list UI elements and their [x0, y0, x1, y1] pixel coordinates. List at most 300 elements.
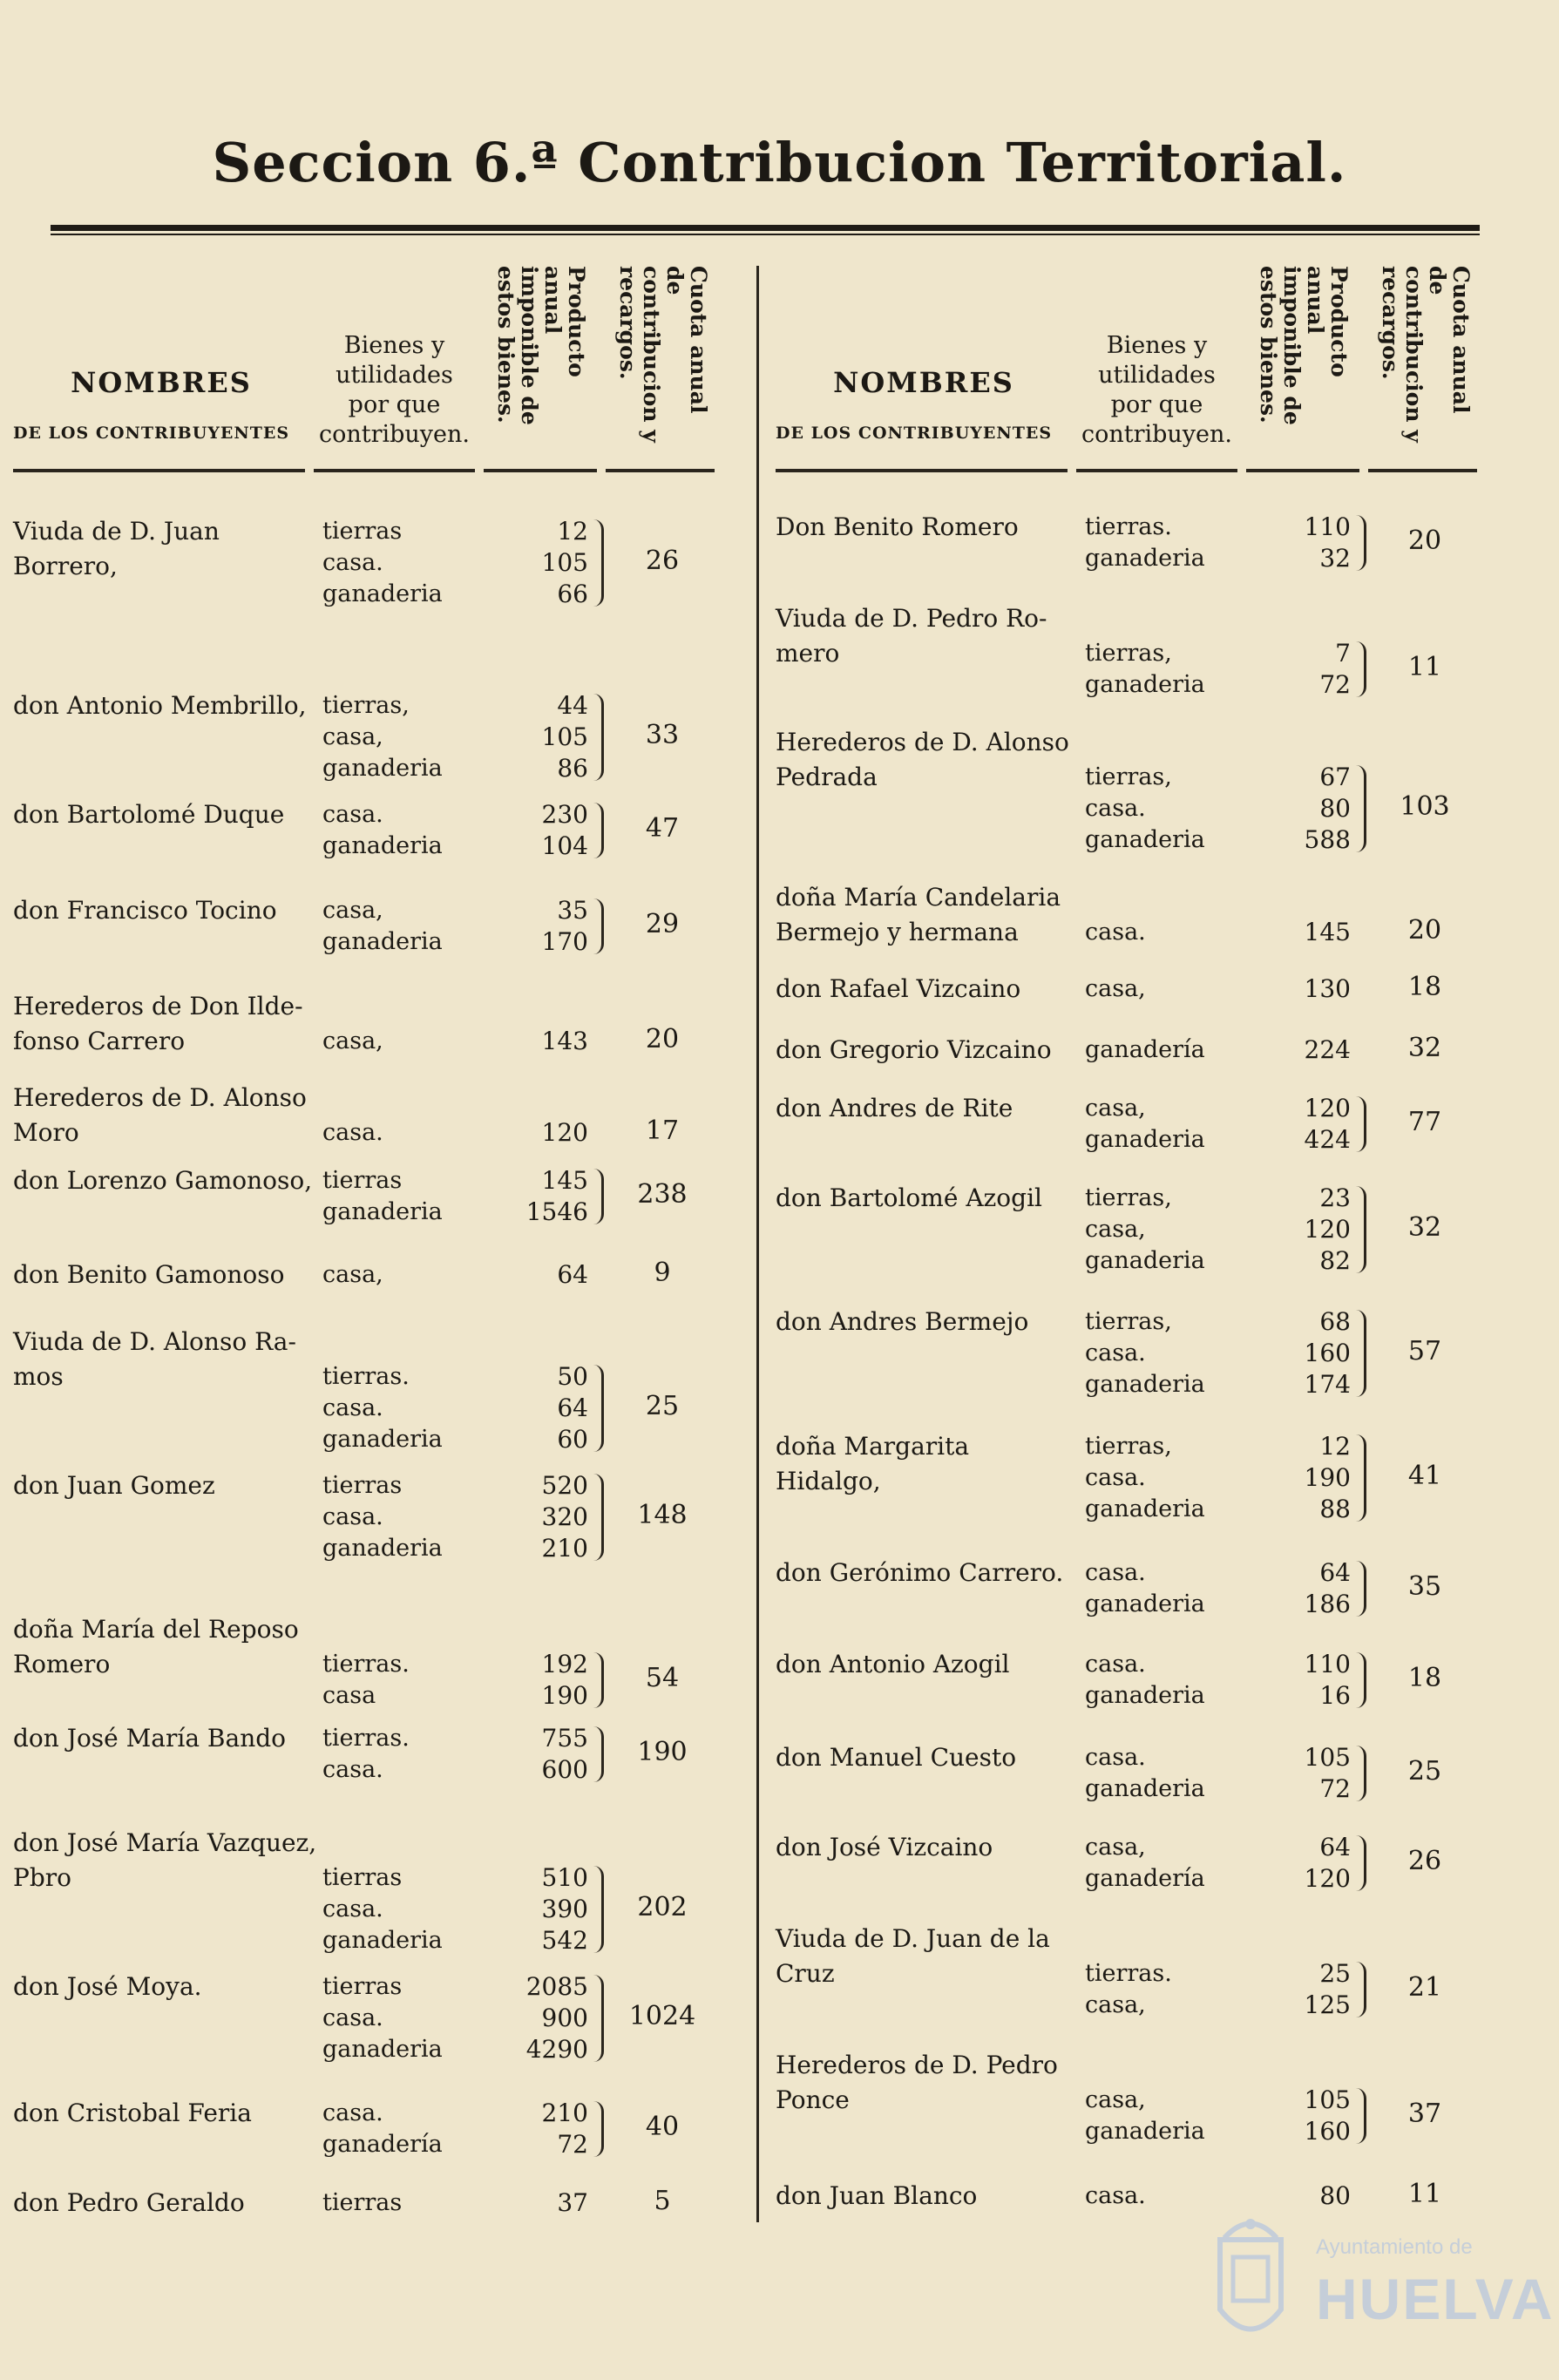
goods-item: ganaderia — [322, 755, 443, 782]
product-value: 210 — [541, 2099, 588, 2127]
grouping-brace — [593, 803, 604, 858]
product-value: 755 — [541, 1724, 588, 1753]
quota-value: 26 — [1407, 1846, 1442, 1876]
goods-list — [322, 1259, 497, 1291]
goods-item: casa. — [1085, 795, 1146, 822]
goods-item: tierras, — [1085, 1308, 1172, 1335]
contributor-name-line: Pedrada — [776, 763, 878, 791]
product-value: 16 — [1319, 1681, 1351, 1710]
product-value: 64 — [557, 1260, 588, 1289]
grouping-brace — [593, 1652, 604, 1708]
goods-item: casa. — [1085, 1651, 1146, 1678]
goods-item: tierras. — [322, 1651, 410, 1678]
product-value: 120 — [541, 1118, 588, 1147]
product-value: 23 — [1319, 1183, 1351, 1212]
contributor-name-line: Viuda de D. Juan de la — [776, 1924, 1050, 1953]
contributor-name-line: Ponce — [776, 2085, 850, 2114]
contributor-name-line: don José María Bando — [13, 1724, 287, 1753]
product-value: 105 — [541, 722, 588, 751]
contributor-name-line: don Lorenzo Gamonoso, — [13, 1166, 313, 1195]
grouping-brace — [593, 519, 604, 607]
product-value: 600 — [541, 1755, 588, 1784]
contributor-name-line: Herederos de D. Alonso — [13, 1083, 307, 1112]
contributor-name — [776, 1033, 1081, 1068]
goods-item: ganaderia — [322, 928, 443, 955]
quota-value: 25 — [645, 1391, 680, 1421]
contributor-name-line: Herederos de Don Ilde- — [13, 992, 303, 1020]
goods-item: ganadería — [1085, 1865, 1205, 1892]
contributor-name-line: don Bartolomé Azogil — [776, 1183, 1042, 1212]
contributor-name — [776, 880, 1081, 950]
grouping-brace — [593, 1975, 604, 2062]
contributor-name — [13, 1970, 318, 2004]
contributor-name-line: don Gregorio Vizcaino — [776, 1035, 1052, 1064]
coat-of-arms-icon — [1203, 2205, 1298, 2353]
grouping-brace — [1355, 1434, 1366, 1522]
product-value: 174 — [1304, 1370, 1351, 1399]
goods-item: casa, — [322, 1261, 383, 1288]
goods-list — [1085, 1431, 1259, 1525]
quota-value: 20 — [1407, 525, 1442, 556]
grouping-brace — [593, 898, 604, 954]
page-title: Seccion 6.ª Contribucion Territorial. — [212, 131, 1347, 194]
goods-list — [1085, 1034, 1259, 1066]
goods-item: casa, — [1085, 1216, 1146, 1243]
goods-item: casa, — [322, 723, 383, 750]
quota-value: 35 — [1407, 1571, 1442, 1602]
contributor-name-line: doña Margarita Hidalgo, — [776, 1432, 970, 1495]
header-rule — [776, 469, 1068, 472]
contributor-name — [13, 2186, 318, 2221]
goods-list — [322, 2187, 497, 2219]
goods-item: tierras, — [1085, 1433, 1172, 1460]
product-value: 12 — [557, 517, 588, 546]
goods-list — [322, 1649, 497, 1712]
goods-item: casa. — [322, 1503, 383, 1530]
grouping-brace — [593, 2101, 604, 2157]
product-value: 86 — [557, 754, 588, 783]
grouping-brace — [1355, 515, 1366, 571]
product-value: 72 — [1319, 670, 1351, 699]
product-header: Producto anual imponible de estos bienes. — [493, 266, 589, 425]
contributor-name — [13, 1721, 318, 1756]
contributor-name-line: don Antonio Membrillo, — [13, 691, 307, 720]
goods-item: ganaderia — [1085, 1126, 1205, 1153]
product-header: Producto anual imponible de estos bienes. — [1256, 266, 1352, 425]
contributor-name-line: don José María Vazquez, — [13, 1828, 317, 1857]
goods-item: tierras, — [1085, 640, 1172, 667]
goods-item: casa — [322, 1682, 376, 1709]
goods-item: casa, — [1085, 1991, 1146, 2018]
product-value: 105 — [541, 548, 588, 577]
huelva-watermark — [1203, 2200, 1555, 2375]
contributor-name-line: doña María Candelaria — [776, 883, 1061, 912]
goods-item: casa, — [1085, 1095, 1146, 1122]
goods-item: tierras. — [1085, 1960, 1172, 1987]
quota-value: 57 — [1407, 1336, 1442, 1366]
product-values — [1255, 1742, 1351, 1805]
contributor-name-line: Viuda de D. Pedro Ro- — [776, 604, 1047, 633]
quota-value: 37 — [1407, 2099, 1442, 2129]
contributor-name-line: Cruz — [776, 1959, 835, 1988]
product-value: 210 — [541, 1534, 588, 1563]
quota-value: 18 — [1407, 972, 1442, 1002]
goods-item: ganaderia — [1085, 2118, 1205, 2145]
contributor-name-line: don Gerónimo Carrero. — [776, 1558, 1064, 1587]
product-values — [1255, 1431, 1351, 1525]
contributor-name — [776, 1556, 1081, 1590]
product-value: 64 — [1319, 1833, 1351, 1861]
product-value: 588 — [1304, 825, 1351, 854]
left-table-header — [13, 235, 715, 471]
product-value: 4290 — [525, 2035, 588, 2064]
names-header-subtitle: DE LOS CONTRIBUYENTES — [776, 424, 1053, 443]
quota-value: 54 — [645, 1663, 680, 1693]
goods-item: tierras — [322, 2189, 403, 2216]
contributor-name — [776, 510, 1081, 545]
contributor-name-line: don Antonio Azogil — [776, 1650, 1010, 1678]
contributor-name — [776, 1181, 1081, 1216]
product-value: 110 — [1304, 512, 1351, 541]
quota-value: 25 — [1407, 1756, 1442, 1787]
product-values — [492, 516, 588, 610]
product-value: 390 — [541, 1895, 588, 1923]
product-value: 192 — [541, 1650, 588, 1678]
product-value: 542 — [541, 1926, 588, 1955]
goods-list — [1085, 973, 1259, 1005]
goods-list — [1085, 638, 1259, 701]
product-value: 120 — [1304, 1215, 1351, 1244]
goods-item: tierras — [322, 1864, 403, 1891]
product-values — [1255, 973, 1351, 1005]
goods-item: casa. — [322, 2004, 383, 2031]
contributor-name-line: don Andres de Rite — [776, 1094, 1013, 1122]
goods-item: ganaderia — [1085, 545, 1205, 572]
product-value: 510 — [541, 1863, 588, 1892]
product-value: 1546 — [525, 1197, 588, 1226]
quota-value: 11 — [1407, 2179, 1442, 2209]
goods-list — [322, 690, 497, 784]
goods-header: Bienes y utilidades por que contribuyen. — [318, 332, 471, 448]
grouping-brace — [593, 1726, 604, 1782]
product-values — [492, 2187, 588, 2219]
contributor-name — [776, 2179, 1081, 2214]
goods-item: ganaderia — [322, 1535, 443, 1562]
grouping-brace — [593, 1365, 604, 1452]
contributor-name — [776, 1429, 1081, 1499]
contributor-name — [776, 1305, 1081, 1339]
names-header-title: NOMBRES — [71, 366, 252, 399]
quota-value: 32 — [1407, 1033, 1442, 1063]
goods-list — [322, 1862, 497, 1956]
contributor-name-line: don Pedro Geraldo — [13, 2188, 245, 2217]
contributor-name-line: Pbro — [13, 1863, 72, 1892]
contributor-name-line: don Benito Gamonoso — [13, 1260, 285, 1289]
product-value: 520 — [541, 1471, 588, 1500]
grouping-brace — [1355, 1561, 1366, 1617]
product-value: 44 — [557, 691, 588, 720]
contributor-name — [13, 989, 318, 1059]
product-values — [1255, 2085, 1351, 2147]
contributor-name — [13, 893, 318, 928]
product-values — [492, 895, 588, 958]
product-values — [1255, 1034, 1351, 1066]
goods-list — [322, 1361, 497, 1455]
contributor-name-line: don Cristobal Feria — [13, 2099, 252, 2127]
column-divider — [756, 266, 759, 2222]
goods-item: ganaderia — [322, 1198, 443, 1225]
product-values — [492, 1862, 588, 1956]
product-values — [1255, 512, 1351, 574]
product-values — [1255, 1649, 1351, 1712]
product-values — [492, 2098, 588, 2160]
contributor-name-line: Herederos de D. Alonso — [776, 728, 1069, 756]
grouping-brace — [1355, 1652, 1366, 1708]
contributor-name — [776, 725, 1081, 795]
goods-item: ganaderia — [322, 2036, 443, 2063]
goods-item: casa, — [1085, 2086, 1146, 2113]
product-value: 186 — [1304, 1590, 1351, 1618]
product-value: 64 — [1319, 1558, 1351, 1587]
goods-item: casa, — [322, 1027, 383, 1054]
contributor-name — [776, 1830, 1081, 1865]
goods-item: ganaderia — [322, 1927, 443, 1954]
product-value: 25 — [1319, 1959, 1351, 1988]
contributor-name — [13, 1826, 318, 1895]
quota-value: 238 — [637, 1179, 688, 1210]
contributor-name — [13, 514, 318, 584]
product-value: 145 — [1304, 918, 1351, 946]
goods-item: casa, — [1085, 1834, 1146, 1861]
contributor-name-line: don Manuel Cuesto — [776, 1743, 1017, 1772]
quota-value: 20 — [645, 1024, 680, 1054]
product-value: 80 — [1319, 2181, 1351, 2210]
quota-value: 32 — [1407, 1212, 1442, 1243]
product-value: 80 — [1319, 794, 1351, 823]
contributor-name-line: don Juan Gomez — [13, 1471, 215, 1500]
product-value: 170 — [541, 927, 588, 956]
goods-item: tierras — [322, 518, 403, 545]
product-values — [492, 1649, 588, 1712]
product-values — [1255, 638, 1351, 701]
product-values — [1255, 917, 1351, 948]
product-values — [492, 690, 588, 784]
contributor-name — [13, 1468, 318, 1503]
contributor-name-line: mos — [13, 1362, 64, 1391]
contributor-name — [776, 1647, 1081, 1682]
contributor-name — [13, 1163, 318, 1198]
contributor-name — [13, 688, 318, 723]
quota-value: 26 — [645, 546, 680, 576]
product-values — [1255, 762, 1351, 856]
product-value: 2085 — [525, 1972, 588, 2001]
contributor-name — [13, 1325, 318, 1394]
header-rule — [13, 469, 305, 472]
goods-item: ganaderia — [322, 832, 443, 859]
goods-item: ganaderia — [1085, 1590, 1205, 1617]
goods-item: ganaderia — [1085, 1371, 1205, 1398]
goods-item: casa. — [322, 1756, 383, 1783]
product-value: 60 — [557, 1425, 588, 1454]
product-value: 35 — [557, 896, 588, 925]
product-value: 72 — [557, 2130, 588, 2159]
goods-item: casa. — [1085, 2182, 1146, 2209]
contributor-name-line: don Andres Bermejo — [776, 1307, 1029, 1336]
quota-value: 11 — [1407, 652, 1442, 682]
contributor-name — [776, 972, 1081, 1007]
contributor-name — [13, 797, 318, 832]
goods-list — [322, 1165, 497, 1228]
goods-item: casa. — [322, 549, 383, 576]
product-value: 72 — [1319, 1774, 1351, 1803]
contributor-name — [13, 1258, 318, 1292]
goods-item: ganaderia — [322, 580, 443, 607]
goods-item: tierras, — [1085, 1184, 1172, 1211]
goods-item: tierras — [322, 1167, 403, 1194]
contributor-name-line: don Juan Blanco — [776, 2181, 978, 2210]
goods-item: casa, — [322, 897, 383, 924]
goods-list — [1085, 1557, 1259, 1620]
grouping-brace — [1355, 1096, 1366, 1152]
goods-item: casa. — [322, 1394, 383, 1421]
grouping-brace — [593, 1474, 604, 1561]
quota-header: Cuota anual de contribucion y recargos. — [1378, 266, 1474, 443]
quota-value: 9 — [654, 1258, 671, 1288]
grouping-brace — [1355, 1310, 1366, 1397]
goods-item: casa. — [322, 1119, 383, 1146]
title-rule — [51, 225, 1480, 231]
product-values — [1255, 1093, 1351, 1156]
quota-value: 103 — [1400, 791, 1450, 822]
product-values — [492, 1026, 588, 1057]
product-value: 37 — [557, 2188, 588, 2217]
product-value: 190 — [541, 1681, 588, 1710]
contributor-name-line: fonso Carrero — [13, 1027, 186, 1055]
header-rule — [314, 469, 475, 472]
goods-list — [322, 1117, 497, 1149]
header-rule — [1076, 469, 1237, 472]
product-values — [1255, 1306, 1351, 1400]
contributor-name-line: don Rafael Vizcaino — [776, 974, 1021, 1003]
grouping-brace — [1355, 2088, 1366, 2144]
contributor-name-line: Romero — [13, 1650, 111, 1678]
goods-item: casa. — [1085, 1559, 1146, 1586]
goods-item: casa. — [1085, 919, 1146, 946]
product-value: 160 — [1304, 2117, 1351, 2146]
quota-value: 17 — [645, 1115, 680, 1146]
product-value: 130 — [1304, 974, 1351, 1003]
contributor-name-line: Viuda de D. Juan Borrero, — [13, 517, 220, 580]
goods-item: casa, — [1085, 975, 1146, 1002]
product-value: 104 — [541, 831, 588, 860]
goods-list — [322, 895, 497, 958]
grouping-brace — [1355, 641, 1366, 697]
contributor-name-line: Viuda de D. Alonso Ra- — [13, 1327, 296, 1356]
product-value: 424 — [1304, 1125, 1351, 1154]
contributor-name-line: Don Benito Romero — [776, 512, 1019, 541]
goods-item: ganaderia — [1085, 826, 1205, 853]
contributor-name — [776, 601, 1081, 671]
goods-item: ganadería — [1085, 1036, 1205, 1063]
product-value: 7 — [1335, 639, 1351, 668]
quota-value: 41 — [1407, 1461, 1442, 1491]
contributor-name-line: mero — [776, 639, 840, 668]
quota-value: 47 — [645, 813, 680, 844]
right-table-header — [776, 235, 1481, 471]
goods-item: casa. — [1085, 1464, 1146, 1491]
goods-item: tierras — [322, 1973, 403, 2000]
product-value: 12 — [1319, 1432, 1351, 1461]
contributor-name-line: don Francisco Tocino — [13, 896, 277, 925]
goods-list — [1085, 1649, 1259, 1712]
grouping-brace — [593, 1169, 604, 1224]
grouping-brace — [1355, 1962, 1366, 2017]
header-rule — [1246, 469, 1359, 472]
product-value: 88 — [1319, 1495, 1351, 1523]
product-values — [492, 1723, 588, 1786]
header-rule — [1368, 469, 1477, 472]
quota-value: 33 — [645, 720, 680, 750]
goods-list — [322, 1470, 497, 1564]
product-value: 900 — [541, 2004, 588, 2032]
goods-item: tierras, — [322, 692, 410, 719]
product-value: 120 — [1304, 1864, 1351, 1893]
goods-item: casa. — [322, 2099, 383, 2126]
product-value: 64 — [557, 1393, 588, 1422]
contributor-name-line: don Bartolomé Duque — [13, 800, 285, 829]
goods-item: tierras. — [322, 1363, 410, 1390]
goods-item: ganaderia — [322, 1426, 443, 1453]
contributor-name-line: don José Vizcaino — [776, 1833, 993, 1861]
goods-list — [322, 799, 497, 862]
product-value: 160 — [1304, 1339, 1351, 1367]
contributor-name — [776, 1922, 1081, 1991]
product-values — [1255, 1183, 1351, 1277]
product-values — [1255, 1958, 1351, 2021]
product-value: 125 — [1304, 1990, 1351, 2019]
contributor-name — [776, 2048, 1081, 2118]
grouping-brace — [1355, 1746, 1366, 1801]
goods-item: casa. — [322, 1895, 383, 1922]
grouping-brace — [593, 1866, 604, 1953]
goods-list — [322, 1971, 497, 2065]
header-rule — [606, 469, 715, 472]
goods-item: ganaderia — [1085, 1775, 1205, 1802]
quota-value: 77 — [1407, 1107, 1442, 1137]
goods-item: tierras. — [322, 1725, 410, 1752]
contributor-name-line: Herederos de D. Pedro — [776, 2051, 1058, 2079]
product-value: 230 — [541, 800, 588, 829]
product-values — [492, 799, 588, 862]
goods-list — [322, 2098, 497, 2160]
goods-list — [1085, 512, 1259, 574]
grouping-brace — [1355, 765, 1366, 852]
goods-list — [1085, 1183, 1259, 1277]
quota-value: 20 — [1407, 915, 1442, 946]
product-value: 224 — [1304, 1035, 1351, 1064]
product-values — [492, 1470, 588, 1564]
product-value: 66 — [557, 580, 588, 608]
grouping-brace — [1355, 1186, 1366, 1273]
contributor-name — [13, 1081, 318, 1150]
goods-item: tierras. — [1085, 513, 1172, 540]
watermark-line1: Ayuntamiento de — [1316, 2235, 1473, 2259]
goods-list — [1085, 917, 1259, 948]
product-values — [1255, 1832, 1351, 1895]
quota-value: 202 — [637, 1892, 688, 1922]
goods-item: casa. — [322, 801, 383, 828]
product-value: 143 — [541, 1027, 588, 1055]
